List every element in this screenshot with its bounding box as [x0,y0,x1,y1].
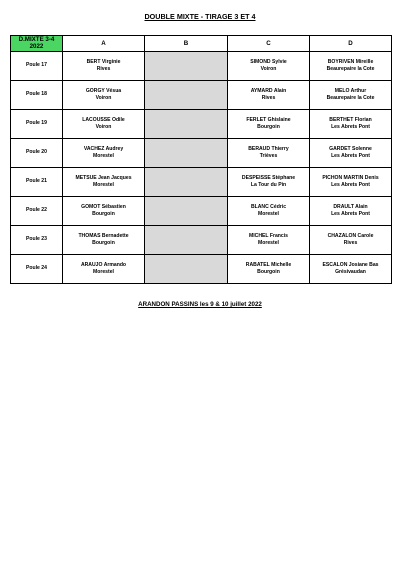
player-club: Les Abrets Pont [331,182,370,188]
player-club: La Tour du Pin [250,182,287,188]
poule-label: Poule 23 [11,226,63,255]
player-cell-b-empty [145,139,228,168]
player-club: Rives [343,240,358,246]
player-cell-d [310,81,392,110]
player-club: Morestel [258,211,279,217]
player-name: ESCALON Josiane Bas [322,261,379,268]
player-cell-d [310,197,392,226]
poule-label: Poule 17 [11,52,63,81]
player-club: Bourgoin [92,211,115,217]
player-name: GORGY Vésua [85,87,122,94]
player-club: Rives [96,66,111,72]
player-name: RABATEL Michelle [245,261,292,268]
player-name: FERLET Ghislaine [246,116,291,123]
table-row [11,139,392,168]
player-cell-b-empty [145,226,228,255]
player-name: AYMARD Alain [250,87,287,94]
player-cell-a [63,81,145,110]
player-name: DRAULT Alain [333,203,368,210]
table-corner-cell [11,36,63,52]
table-row [11,110,392,139]
player-club: Bourgoin [92,240,115,246]
player-name: MELO Arthur [334,87,367,94]
player-cell-a [63,110,145,139]
table-header-row [11,36,392,52]
poule-label: Poule 22 [11,197,63,226]
player-cell-c [228,197,310,226]
player-club: Voiron [95,124,112,130]
player-name: ARAUJO Armando [80,261,127,268]
table-row [11,197,392,226]
player-name: CHAZALON Carole [327,232,374,239]
player-name: BERT Virginie [86,58,121,65]
player-name: VACHEZ Audrey [83,145,124,152]
player-name: GOMOT Sébastien [81,203,126,210]
player-cell-b-empty [145,81,228,110]
player-cell-b-empty [145,168,228,197]
player-cell-a [63,197,145,226]
table-row [11,52,392,81]
column-header-b: B [145,36,228,52]
player-name: THOMAS Bernadette [78,232,129,239]
player-club: Morestel [93,182,114,188]
player-cell-b-empty [145,52,228,81]
column-header-c: C [228,36,310,52]
player-club: Morestel [93,269,114,275]
player-club: Morestel [93,153,114,159]
player-cell-d [310,226,392,255]
player-cell-c [228,52,310,81]
poule-label: Poule 18 [11,81,63,110]
player-cell-c [228,168,310,197]
poule-label: Poule 24 [11,255,63,284]
player-cell-b-empty [145,110,228,139]
player-cell-b-empty [145,197,228,226]
table-row [11,255,392,284]
column-header-a: A [63,36,145,52]
player-cell-b-empty [145,255,228,284]
player-club: Bourgoin [257,124,280,130]
player-name: SIMOND Sylvie [250,58,287,65]
player-cell-c [228,255,310,284]
player-cell-a [63,52,145,81]
player-club: Voiron [260,66,277,72]
player-name: METSUE Jean Jacques [75,174,132,181]
player-name: BLANC Cédric [250,203,287,210]
player-cell-c [228,226,310,255]
player-cell-a [63,139,145,168]
player-club: Morestel [258,240,279,246]
player-cell-c [228,139,310,168]
poule-label: Poule 20 [11,139,63,168]
player-cell-c [228,110,310,139]
player-club: Trièves [259,153,278,159]
table-row [11,168,392,197]
draw-table [10,35,392,284]
player-club: Grésivaudan [335,269,366,275]
player-name: LACOUSSE Odile [82,116,125,123]
venue-date-footer: ARANDON PASSINS les 9 & 10 juillet 2022 [138,301,262,308]
table-row [11,81,392,110]
player-club: Voiron [95,95,112,101]
player-name: GARDET Solenne [329,145,372,152]
player-cell-d [310,52,392,81]
corner-title: D.MIXTE 3-4 [18,36,55,43]
player-name: MICHEL Francis [249,232,288,239]
player-name: DESPEISSE Stéphane [241,174,296,181]
document-title: DOUBLE MIXTE - TIRAGE 3 ET 4 [144,12,256,21]
player-cell-d [310,110,392,139]
player-cell-d [310,168,392,197]
poule-label: Poule 21 [11,168,63,197]
column-header-d: D [310,36,392,52]
player-club: Bourgoin [257,269,280,275]
table-row [11,226,392,255]
player-club: Les Abrets Pont [331,124,370,130]
player-cell-d [310,255,392,284]
player-cell-a [63,255,145,284]
player-name: PICHON MARTIN Denis [322,174,379,181]
player-name: BERAUD Thierry [248,145,289,152]
poule-label: Poule 19 [11,110,63,139]
player-club: Les Abrets Pont [331,153,370,159]
player-club: Beaurepaire la Cote [326,95,375,101]
player-club: Rives [261,95,276,101]
player-club: Beaurepaire la Cote [326,66,375,72]
player-cell-a [63,168,145,197]
player-cell-d [310,139,392,168]
player-club: Les Abrets Pont [331,211,370,217]
player-cell-c [228,81,310,110]
player-name: BERTHET Florian [329,116,372,123]
player-name: BOYRIVEN Mireille [327,58,374,65]
player-cell-a [63,226,145,255]
corner-year: 2022 [29,42,44,50]
